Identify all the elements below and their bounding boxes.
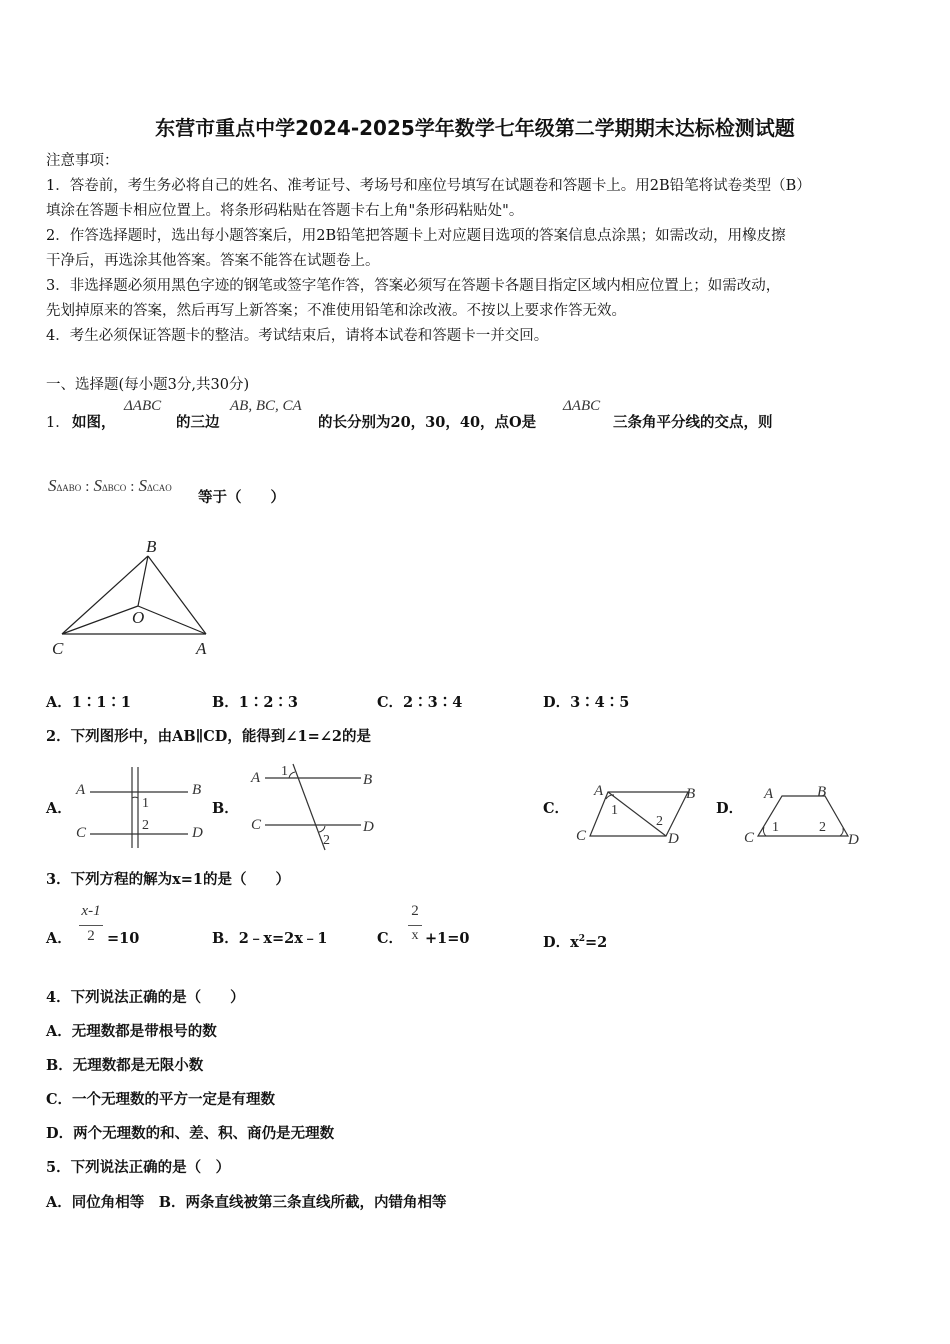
q1-sub: ΔBCO bbox=[101, 483, 127, 493]
q1-s: S bbox=[93, 476, 102, 495]
q2d-angle-2: 2 bbox=[819, 820, 826, 835]
point-a-label: A bbox=[196, 639, 207, 658]
q3-stem: 3．下列方程的解为x=1的是（ ） bbox=[46, 871, 290, 888]
q4-option-a[interactable]: A．无理数都是带根号的数 bbox=[46, 1023, 217, 1040]
q2-option-b[interactable]: B． bbox=[212, 800, 239, 817]
q1-number: 1． bbox=[46, 415, 70, 431]
q3-option-a[interactable]: A． bbox=[46, 930, 72, 947]
q2a-angle-1: 1 bbox=[142, 796, 149, 811]
q2a-angle-2: 2 bbox=[142, 818, 149, 833]
q1-text: 的三边 bbox=[176, 414, 220, 431]
q1-text: 三条角平分线的交点，则 bbox=[613, 414, 773, 431]
q4-stem: 4．下列说法正确的是（ ） bbox=[46, 989, 245, 1006]
q1-sub: ΔCAO bbox=[146, 483, 172, 493]
notice-line: 3．非选择题必须用黑色字迹的钢笔或签字笔作答，答案必须写在答题卡各题目指定区域内相应位置上；如需改动， bbox=[46, 278, 781, 294]
q5-options[interactable]: A．同位角相等 B．两条直线被第三条直线所截，内错角相等 bbox=[46, 1194, 447, 1211]
q3-option-c[interactable]: C． bbox=[377, 930, 404, 947]
q1-colon: : bbox=[85, 479, 90, 495]
notice-line: 填涂在答题卡相应位置上。将条形码粘贴在答题卡右上角"条形码粘贴处"。 bbox=[46, 203, 524, 219]
q1-text: 如图， bbox=[72, 414, 116, 431]
q1-math-abc: ΔABC bbox=[124, 398, 162, 414]
q2-figure-c bbox=[570, 775, 700, 850]
q1-triangle-figure bbox=[40, 530, 230, 660]
q4-option-b[interactable]: B．无理数都是无限小数 bbox=[46, 1057, 204, 1074]
q1-text: 等于（ ） bbox=[198, 489, 285, 506]
q2-figure-d bbox=[740, 778, 870, 850]
q2c-angle-1: 1 bbox=[611, 803, 618, 818]
q3-c-fraction-bar bbox=[408, 925, 422, 926]
q2c-label-c: C bbox=[576, 828, 587, 844]
q2d-label-a: A bbox=[764, 786, 774, 802]
notice-line: 4．考生必须保证答题卡的整洁。考试结束后，请将本试卷和答题卡一并交回。 bbox=[46, 328, 549, 344]
q2c-label-a: A bbox=[594, 783, 604, 799]
q2a-label-a: A bbox=[76, 782, 86, 798]
page-title: 东营市重点中学2024-2025学年数学七年级第二学期期末达标检测试题 bbox=[155, 116, 795, 140]
q1-colon: : bbox=[130, 479, 135, 495]
q5-stem: 5．下列说法正确的是（ ） bbox=[46, 1159, 231, 1176]
notice-line: 2．作答选择题时，选出每小题答案后，用2B铅笔把答题卡上对应题目选项的答案信息点涂黑；如需改动，用橡皮擦 bbox=[46, 228, 786, 244]
q2-option-a[interactable]: A． bbox=[46, 800, 72, 817]
q2b-angle-2: 2 bbox=[323, 833, 330, 848]
q2b-label-c: C bbox=[251, 817, 262, 833]
q2b-label-b: B bbox=[363, 772, 373, 788]
q3-d-sup: 2 bbox=[578, 934, 585, 944]
q2d-label-c: C bbox=[744, 830, 755, 846]
q2-option-c[interactable]: C． bbox=[543, 800, 570, 817]
q2d-label-d: D bbox=[848, 832, 859, 848]
point-o-label: O bbox=[132, 608, 145, 627]
q2b-angle-1: 1 bbox=[281, 764, 288, 779]
q2a-label-b: B bbox=[192, 782, 202, 798]
q3-c-rest: +1=0 bbox=[425, 930, 470, 947]
notice-line: 1．答卷前，考生务必将自己的姓名、准考证号、考场号和座位号填写在试题卷和答题卡上。用2B铅笔将试卷类型（B） bbox=[46, 178, 811, 194]
q1-text: 的长分别为20，30，40，点O是 bbox=[318, 414, 537, 431]
q3-option-b[interactable]: B．2﹣x=2x﹣1 bbox=[212, 930, 328, 947]
q3-a-numerator: x-1 bbox=[81, 903, 101, 919]
q2d-angle-1: 1 bbox=[772, 820, 779, 835]
q3-c-denominator: x bbox=[411, 928, 419, 943]
q4-option-c[interactable]: C．一个无理数的平方一定是有理数 bbox=[46, 1091, 276, 1108]
q2b-label-a: A bbox=[251, 770, 261, 786]
point-b-label: B bbox=[146, 537, 157, 556]
q3-a-fraction-bar bbox=[79, 925, 103, 926]
q3-a-denominator: 2 bbox=[87, 928, 95, 944]
q2a-label-c: C bbox=[76, 825, 87, 841]
q2-figure-b bbox=[245, 760, 385, 852]
q1-option-d[interactable]: D．3∶4∶5 bbox=[543, 694, 630, 711]
q1-option-c[interactable]: C．2∶3∶4 bbox=[377, 694, 463, 711]
q1-math-sides: AB, BC, CA bbox=[230, 398, 302, 414]
q2d-label-b: B bbox=[817, 784, 827, 800]
q3-d-label: D．x bbox=[543, 933, 579, 951]
q1-math-abc: ΔABC bbox=[563, 398, 601, 414]
q2c-label-b: B bbox=[686, 786, 696, 802]
q1-sub: ΔABO bbox=[56, 483, 82, 493]
q2b-label-d: D bbox=[363, 819, 374, 835]
q1-s: S bbox=[138, 476, 147, 495]
q3-option-d[interactable] bbox=[543, 928, 607, 954]
q1-area-ratio bbox=[48, 476, 172, 496]
q1-s: S bbox=[48, 476, 57, 495]
q2-option-d[interactable]: D． bbox=[716, 800, 744, 817]
q2-stem: 2．下列图形中，由AB∥CD，能得到∠1=∠2的是 bbox=[46, 728, 372, 745]
q3-d-rest: =2 bbox=[585, 933, 608, 951]
section-heading: 一、选择题(每小题3分,共30分) bbox=[46, 377, 250, 393]
q2c-angle-2: 2 bbox=[656, 814, 663, 829]
q4-option-d[interactable]: D．两个无理数的和、差、积、商仍是无理数 bbox=[46, 1125, 335, 1142]
q1-option-b[interactable]: B．1∶2∶3 bbox=[212, 694, 299, 711]
q3-a-rest: =10 bbox=[107, 930, 140, 947]
q3-c-numerator: 2 bbox=[411, 903, 419, 919]
q2c-label-d: D bbox=[668, 831, 679, 847]
q2-figure-a bbox=[70, 762, 210, 852]
point-c-label: C bbox=[52, 639, 64, 658]
q1-option-a[interactable]: A．1∶1∶1 bbox=[46, 694, 132, 711]
q2a-label-d: D bbox=[192, 825, 203, 841]
notice-line: 先划掉原来的答案，然后再写上新答案；不准使用铅笔和涂改液。不按以上要求作答无效。 bbox=[46, 303, 626, 319]
notice-line: 干净后，再选涂其他答案。答案不能答在试题卷上。 bbox=[46, 253, 380, 269]
notice-heading: 注意事项： bbox=[46, 153, 119, 169]
